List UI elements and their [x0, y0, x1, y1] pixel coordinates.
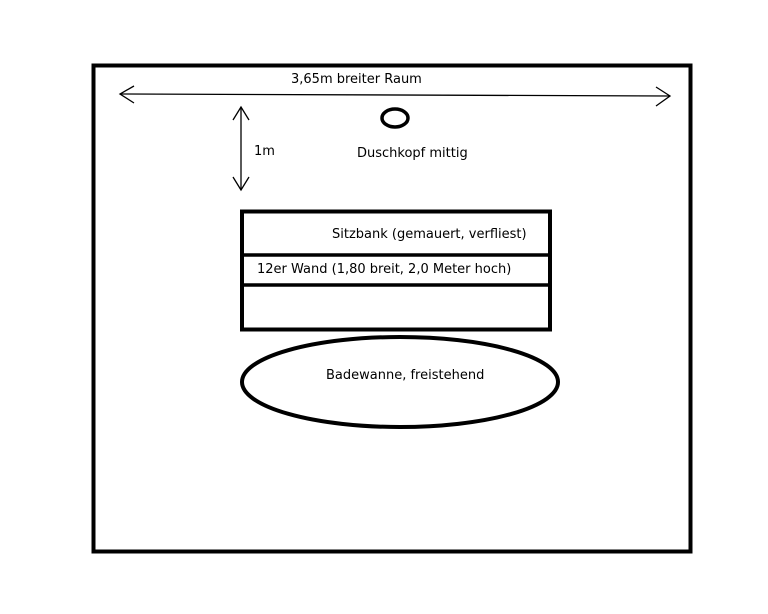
bench-label: Sitzbank (gemauert, verfliest)	[332, 227, 527, 242]
distance-arrow	[233, 107, 249, 190]
shower-head-label: Duschkopf mittig	[357, 146, 468, 161]
shower-head-icon	[382, 109, 408, 127]
wall-label: 12er Wand (1,80 breit, 2,0 Meter hoch)	[257, 262, 512, 277]
room-width-label: 3,65m breiter Raum	[291, 72, 422, 87]
room-width-arrow	[120, 86, 670, 106]
room-outline	[94, 66, 691, 552]
bathtub-label: Badewanne, freistehend	[326, 368, 485, 383]
distance-label: 1m	[254, 144, 275, 159]
